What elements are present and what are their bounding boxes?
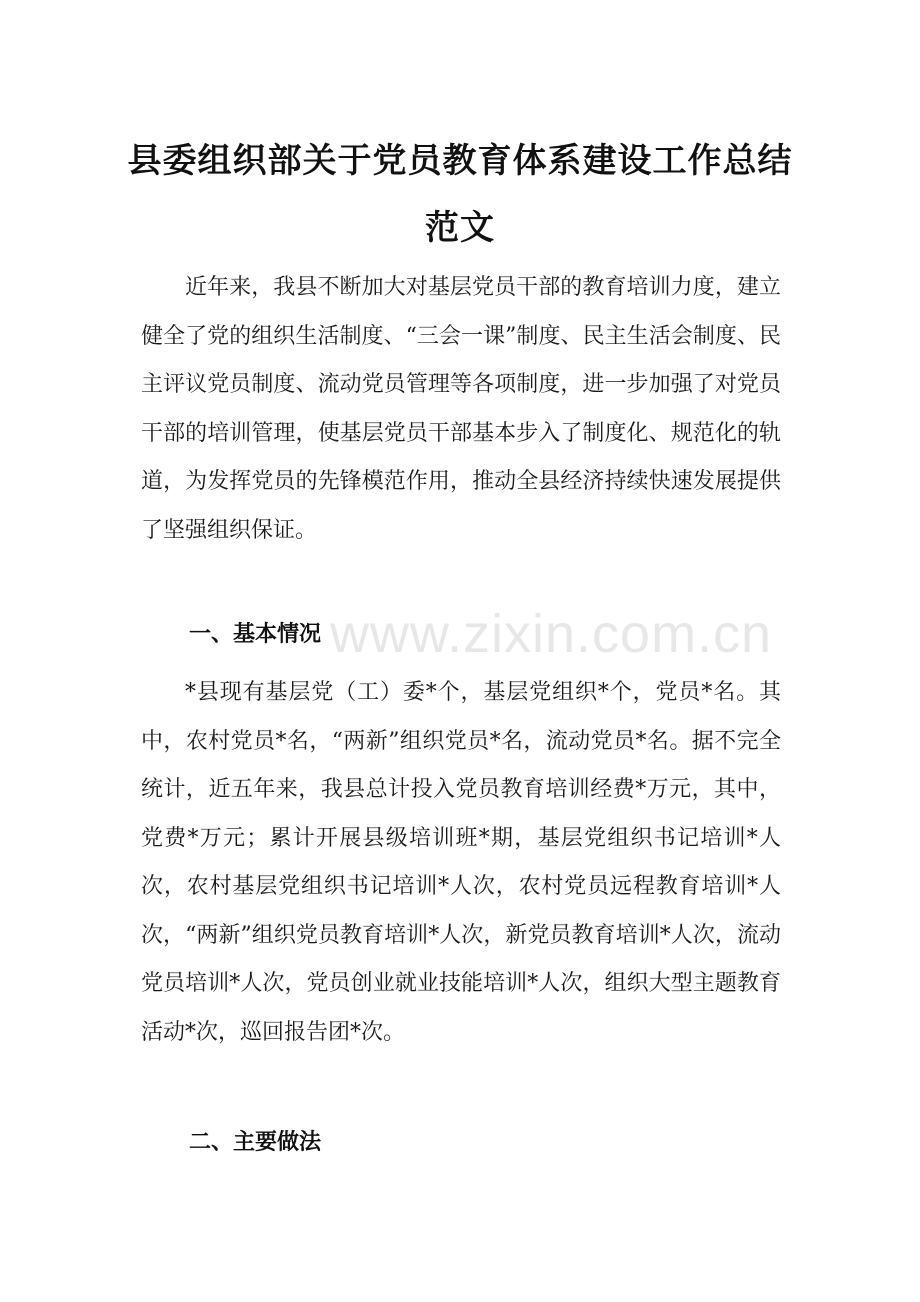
section-heading-basic-situation: 一、基本情况 [189,622,322,647]
document-title-line-2: 范文 [425,208,495,248]
section-heading-main-practices: 二、主要做法 [189,1130,322,1155]
document-title-line-1: 县委组织部关于党员教育体系建设工作总结 [127,141,793,181]
basic-situation-paragraph: *县现有基层党（工）委*个，基层党组织*个，党员*名。其中，农村党员*名，“两新”组织党员*名，流动党员*名。据不完全统计，近五年来，我县总计投入党员教育培训经费*万元，其中，党费*万元；累计开展县级培训班*期，基层党组织书记培训*人次，农村基层党组织书记培训*人次，农村党员远程教育培训*人次，“两新”组织党员教育培训*人次，新党员教育培训*人次，流动党员培训*人次，党员创业就业技能培训*人次，组织大型主题教育活动*次，巡回报告团*次。 [141,680,781,1045]
watermark: www.zixin.com.cn [330,604,773,664]
intro-paragraph: 近年来，我县不断加大对基层党员干部的教育培训力度，建立健全了党的组织生活制度、“三会一课”制度、民主生活会制度、民主评议党员制度、流动党员管理等各项制度，进一步加强了对党员干部的培训管理，使基层党员干部基本步入了制度化、规范化的轨道，为发挥党员的先锋模范作用，推动全县经济持续快速发展提供了坚强组织保证。 [141,275,781,543]
